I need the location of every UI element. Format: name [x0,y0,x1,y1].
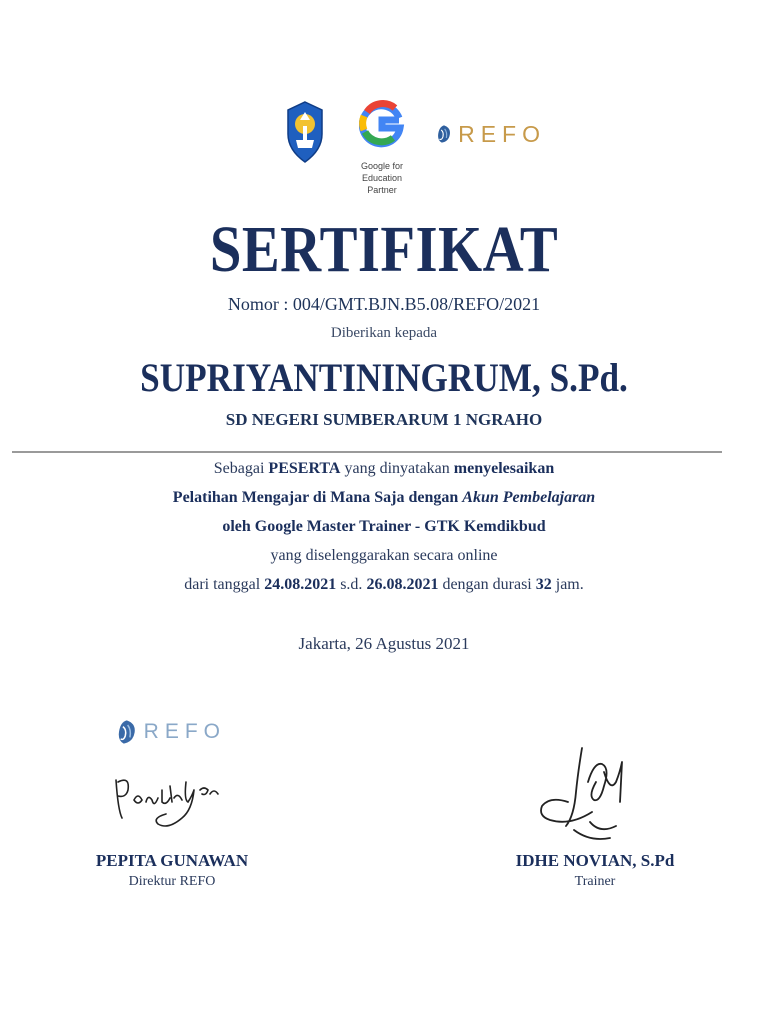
completed-text: menyelesaikan [453,460,555,477]
body-line-3 [0,518,768,536]
refo-emblem-icon [436,117,452,151]
recipient-school: SD NEGERI SUMBERARUM 1 NGRAHO [225,410,543,429]
signer-left-role: Direktur REFO [128,874,216,889]
refo-emblem-icon [116,716,138,748]
delivery-mode: yang diselenggarakan secara online [270,547,498,564]
refo-wordmark: REFO [458,120,546,147]
google-caption-line2: Partner [367,185,397,195]
recipient-name: SUPRIYANTININGRUM, S.Pd. [140,355,628,400]
start-date: 24.08.2021 [264,576,337,593]
refo-logo-bottom [116,712,226,752]
body-text: s.d. [336,576,367,593]
body-text: Sebagai [213,460,269,477]
role-text: PESERTA [268,460,341,477]
google-caption-line1: Google for Education [360,161,404,183]
signature-right [530,742,642,846]
signer-right-role: Trainer [574,874,616,889]
account-type: Akun Pembelajaran [462,489,596,506]
body-text: dengan durasi [438,576,536,593]
body-text: yang dinyatakan [340,460,454,477]
place-and-date: Jakarta, 26 Agustus 2021 [298,634,470,653]
organizer-text: oleh Google Master Trainer - GTK Kemdikbud [222,518,546,535]
certificate-number: Nomor : 004/GMT.BJN.B5.08/REFO/2021 [227,294,541,314]
body-line-4 [0,547,768,565]
given-to-label: Diberikan kepada [330,325,438,341]
refo-wordmark: REFO [143,720,226,743]
signature-left [108,760,228,840]
refo-logo-top [436,114,546,154]
tut-wuri-handayani-logo [284,100,326,170]
end-date: 26.08.2021 [366,576,439,593]
body-line-5 [0,576,768,594]
body-text: jam. [551,576,584,593]
signer-right-name: IDHE NOVIAN, S.Pd [515,851,675,870]
body-line-2 [0,489,768,507]
training-title: Pelatihan Mengajar di Mana Saja dengan [172,489,463,506]
google-g-icon [340,98,424,160]
duration-hours: 32 [535,576,552,593]
body-text: dari tanggal [184,576,265,593]
signer-left-name: PEPITA GUNAWAN [95,851,249,870]
certificate-title: SERTIFIKAT [209,213,559,286]
body-line-1 [0,460,768,478]
divider-line [12,451,722,453]
google-for-education-logo [340,98,424,194]
